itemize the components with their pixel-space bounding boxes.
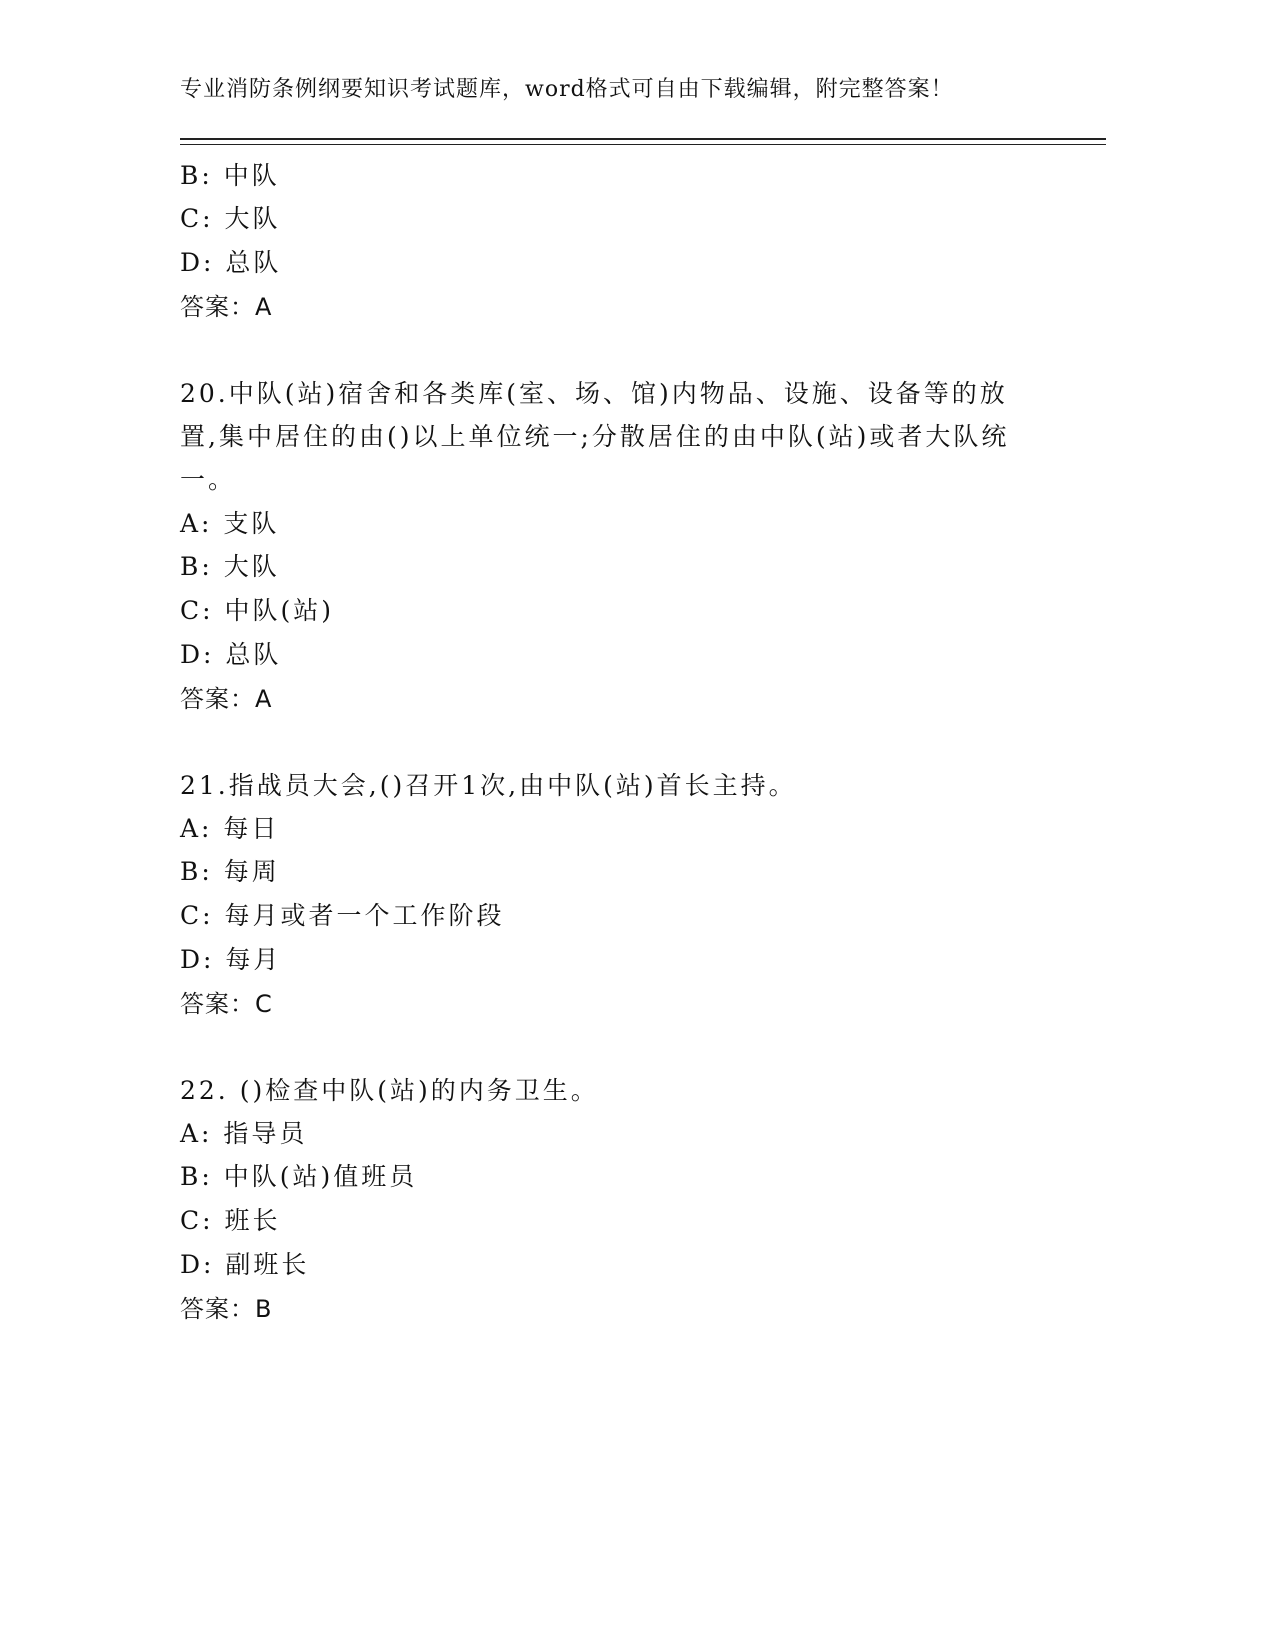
- q19-option-d: D: 总队: [180, 248, 282, 277]
- q19-option-b: B: 中队: [180, 161, 280, 190]
- q20-stem-line1: 20.中队(站)宿舍和各类库(室、场、馆)内物品、设施、设备等的放: [180, 379, 1008, 408]
- q21-option-d: D: 每月: [180, 945, 282, 974]
- q20-option-b: B: 大队: [180, 552, 280, 581]
- q21-stem: 21.指战员大会,()召开1次,由中队(站)首长主持。: [180, 771, 797, 800]
- q22-stem: 22. ()检查中队(站)的内务卫生。: [180, 1076, 599, 1105]
- q22-option-c: C: 班长: [180, 1206, 281, 1235]
- q22-option-d: D: 副班长: [180, 1250, 310, 1279]
- q21-option-c: C: 每月或者一个工作阶段: [180, 901, 505, 930]
- q21-answer: 答案：C: [180, 990, 273, 1018]
- q20-stem-line2: 置,集中居住的由()以上单位统一;分散居住的由中队(站)或者大队统: [180, 422, 1010, 451]
- q22-option-a: A: 指导员: [180, 1119, 308, 1148]
- q22-option-b: B: 中队(站)值班员: [180, 1162, 418, 1191]
- q19-option-c: C: 大队: [180, 204, 281, 233]
- q21-option-a: A: 每日: [180, 814, 280, 843]
- q21-option-b: B: 每周: [180, 857, 280, 886]
- q20-option-a: A: 支队: [180, 509, 280, 538]
- header-rule-thick: [180, 138, 1106, 140]
- q22-answer: 答案：B: [180, 1295, 273, 1323]
- document-header: 专业消防条例纲要知识考试题库，word格式可自由下载编辑，附完整答案！: [180, 77, 954, 102]
- q20-option-d: D: 总队: [180, 640, 282, 669]
- q20-answer: 答案：A: [180, 685, 273, 713]
- q20-option-c: C: 中队(站): [180, 596, 335, 625]
- header-rule-thin: [180, 144, 1106, 145]
- q20-stem-line3: 一。: [180, 465, 237, 494]
- q19-answer: 答案：A: [180, 293, 273, 321]
